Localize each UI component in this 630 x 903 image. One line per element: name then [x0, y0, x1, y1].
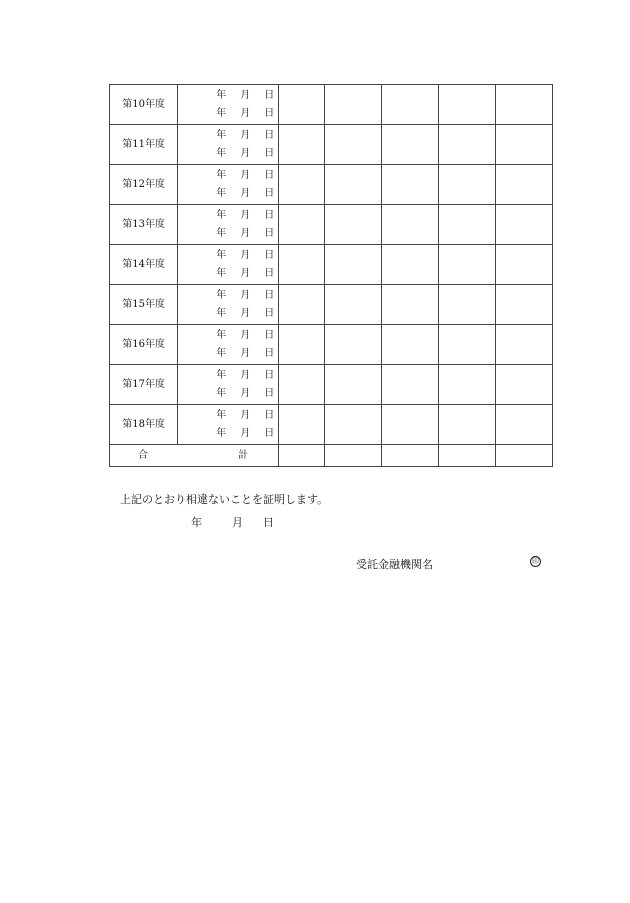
amount-cell — [495, 285, 552, 325]
table-row — [110, 165, 553, 205]
table-row — [110, 245, 553, 285]
fiscal-year-cell: 第13年度 — [110, 205, 178, 245]
date-line — [178, 185, 278, 203]
month-label: 月 — [240, 89, 251, 101]
fiscal-year-cell: 第12年度 — [110, 165, 178, 205]
amount-cell — [438, 365, 495, 405]
year-label: 年 — [216, 409, 227, 421]
table-row — [110, 365, 553, 405]
amount-cell — [381, 85, 438, 125]
date-line — [178, 207, 278, 225]
date-day-label: 日 — [263, 516, 274, 529]
fiscal-year-cell: 第18年度 — [110, 405, 178, 445]
fiscal-year-cell: 第17年度 — [110, 365, 178, 405]
year-label: 年 — [216, 227, 227, 239]
amount-cell — [279, 405, 325, 445]
table-row — [110, 125, 553, 165]
date-range-cell — [178, 125, 279, 165]
amount-cell — [381, 405, 438, 445]
year-label: 年 — [216, 129, 227, 141]
year-label: 年 — [216, 329, 227, 341]
day-label: 日 — [264, 369, 275, 381]
amount-cell — [495, 245, 552, 285]
year-label: 年 — [216, 289, 227, 301]
amount-cell — [324, 165, 381, 205]
total-label-left: 合 — [138, 449, 148, 461]
amount-cell — [381, 365, 438, 405]
day-label: 日 — [264, 347, 275, 359]
fiscal-year-cell: 第16年度 — [110, 325, 178, 365]
amount-cell — [324, 245, 381, 285]
certificate-table — [109, 84, 553, 467]
month-label: 月 — [240, 249, 251, 261]
date-line — [178, 385, 278, 403]
seal-mark: 印 — [532, 557, 539, 565]
year-label: 年 — [216, 369, 227, 381]
amount-cell — [324, 405, 381, 445]
date-line — [178, 367, 278, 385]
fiscal-year-cell: 第10年度 — [110, 85, 178, 125]
amount-cell — [495, 365, 552, 405]
table-row — [110, 205, 553, 245]
year-label: 年 — [216, 89, 227, 101]
amount-cell — [381, 245, 438, 285]
amount-cell — [324, 85, 381, 125]
year-label: 年 — [216, 249, 227, 261]
amount-cell — [495, 165, 552, 205]
amount-cell — [438, 85, 495, 125]
table-row — [110, 85, 553, 125]
amount-cell — [381, 285, 438, 325]
date-range-cell — [178, 405, 279, 445]
amount-cell — [495, 85, 552, 125]
month-label: 月 — [240, 387, 251, 399]
amount-cell — [324, 285, 381, 325]
certification-date — [191, 514, 274, 530]
amount-cell — [438, 405, 495, 445]
amount-cell — [438, 285, 495, 325]
date-year-label: 年 — [191, 516, 202, 529]
total-amount-cell — [324, 445, 381, 467]
day-label: 日 — [264, 187, 275, 199]
amount-cell — [279, 165, 325, 205]
month-label: 月 — [240, 329, 251, 341]
amount-cell — [438, 165, 495, 205]
day-label: 日 — [264, 267, 275, 279]
date-line — [178, 407, 278, 425]
day-label: 日 — [264, 307, 275, 319]
day-label: 日 — [264, 147, 275, 159]
total-row — [110, 445, 553, 467]
month-label: 月 — [240, 347, 251, 359]
amount-cell — [381, 325, 438, 365]
amount-cell — [438, 205, 495, 245]
month-label: 月 — [240, 169, 251, 181]
fiscal-year-cell: 第11年度 — [110, 125, 178, 165]
amount-cell — [279, 325, 325, 365]
amount-cell — [438, 245, 495, 285]
bank-name-label: 受託金融機関名 — [356, 558, 433, 571]
amount-cell — [279, 125, 325, 165]
year-label: 年 — [216, 209, 227, 221]
fiscal-year-cell: 第15年度 — [110, 285, 178, 325]
date-range-cell — [178, 325, 279, 365]
total-amount-cell — [438, 445, 495, 467]
month-label: 月 — [240, 129, 251, 141]
date-line — [178, 247, 278, 265]
date-range-cell — [178, 285, 279, 325]
amount-cell — [495, 205, 552, 245]
date-range-cell — [178, 245, 279, 285]
date-line — [178, 287, 278, 305]
day-label: 日 — [264, 129, 275, 141]
total-amount-cell — [279, 445, 325, 467]
amount-cell — [279, 205, 325, 245]
day-label: 日 — [264, 427, 275, 439]
month-label: 月 — [240, 107, 251, 119]
month-label: 月 — [240, 267, 251, 279]
date-line — [178, 87, 278, 105]
day-label: 日 — [264, 89, 275, 101]
amount-cell — [438, 125, 495, 165]
date-range-cell — [178, 85, 279, 125]
amount-cell — [438, 325, 495, 365]
date-line — [178, 265, 278, 283]
table-row — [110, 325, 553, 365]
date-line — [178, 167, 278, 185]
month-label: 月 — [240, 427, 251, 439]
day-label: 日 — [264, 329, 275, 341]
amount-cell — [279, 245, 325, 285]
amount-cell — [381, 125, 438, 165]
certification-statement: 上記のとおり相違ないことを証明します。 — [120, 493, 329, 506]
date-line — [178, 327, 278, 345]
month-label: 月 — [240, 187, 251, 199]
amount-cell — [279, 85, 325, 125]
amount-cell — [495, 125, 552, 165]
year-label: 年 — [216, 267, 227, 279]
day-label: 日 — [264, 209, 275, 221]
month-label: 月 — [240, 369, 251, 381]
total-amount-cell — [381, 445, 438, 467]
year-label: 年 — [216, 347, 227, 359]
total-amount-cell — [495, 445, 552, 467]
day-label: 日 — [264, 169, 275, 181]
date-line — [178, 345, 278, 363]
date-range-cell — [178, 165, 279, 205]
year-label: 年 — [216, 387, 227, 399]
month-label: 月 — [240, 209, 251, 221]
amount-cell — [495, 405, 552, 445]
year-label: 年 — [216, 187, 227, 199]
day-label: 日 — [264, 227, 275, 239]
date-month-label: 月 — [232, 516, 243, 529]
total-label-cell — [110, 445, 279, 467]
date-line — [178, 425, 278, 443]
month-label: 月 — [240, 307, 251, 319]
year-label: 年 — [216, 307, 227, 319]
month-label: 月 — [240, 409, 251, 421]
year-label: 年 — [216, 107, 227, 119]
amount-cell — [495, 325, 552, 365]
day-label: 日 — [264, 289, 275, 301]
amount-cell — [381, 205, 438, 245]
date-line — [178, 127, 278, 145]
amount-cell — [324, 205, 381, 245]
year-label: 年 — [216, 427, 227, 439]
fiscal-year-cell: 第14年度 — [110, 245, 178, 285]
table-row — [110, 405, 553, 445]
date-range-cell — [178, 205, 279, 245]
date-line — [178, 225, 278, 243]
amount-cell — [381, 165, 438, 205]
month-label: 月 — [240, 289, 251, 301]
day-label: 日 — [264, 249, 275, 261]
amount-cell — [324, 365, 381, 405]
amount-cell — [324, 325, 381, 365]
day-label: 日 — [264, 387, 275, 399]
date-range-cell — [178, 365, 279, 405]
amount-cell — [279, 365, 325, 405]
date-line — [178, 305, 278, 323]
day-label: 日 — [264, 409, 275, 421]
year-label: 年 — [216, 147, 227, 159]
month-label: 月 — [240, 227, 251, 239]
year-label: 年 — [216, 169, 227, 181]
date-line — [178, 145, 278, 163]
amount-cell — [324, 125, 381, 165]
month-label: 月 — [240, 147, 251, 159]
table-row — [110, 285, 553, 325]
total-label-right: 計 — [238, 449, 248, 461]
date-line — [178, 105, 278, 123]
amount-cell — [279, 285, 325, 325]
day-label: 日 — [264, 107, 275, 119]
